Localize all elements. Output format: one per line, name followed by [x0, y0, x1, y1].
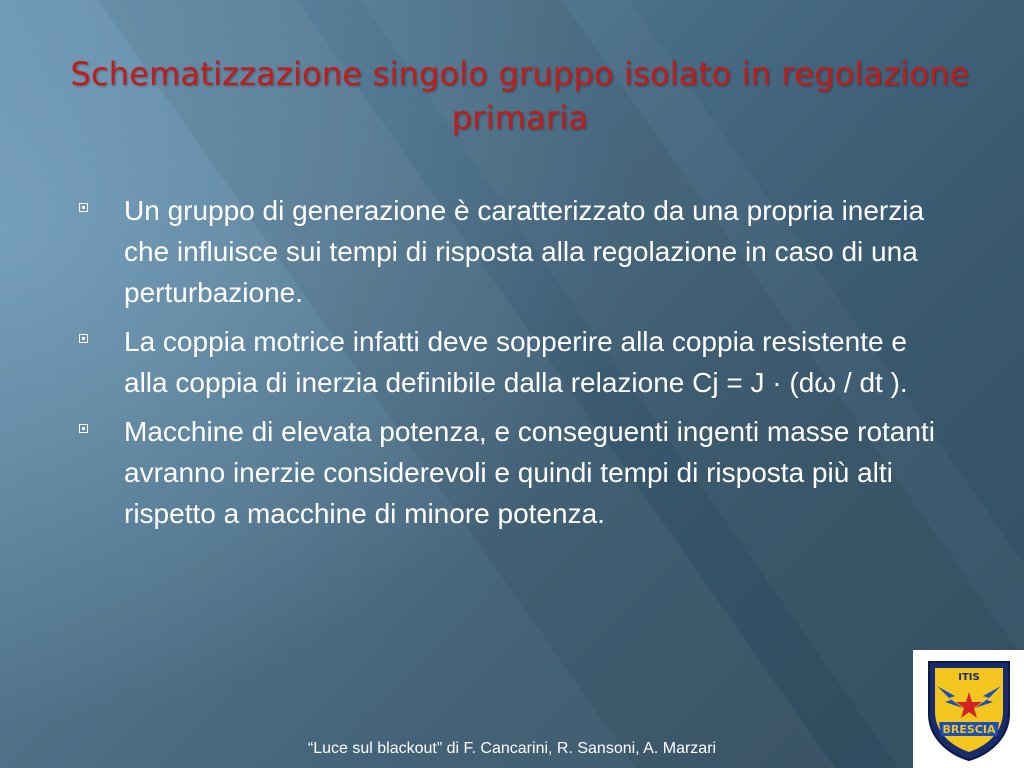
- bullet-item: [76, 411, 956, 534]
- svg-text:ITIS: ITIS: [958, 672, 980, 683]
- bullet-item: [76, 321, 956, 403]
- square-bullet-icon: [79, 424, 88, 433]
- logo: [913, 650, 1024, 768]
- square-bullet-icon: [79, 203, 88, 212]
- bullet-item: [76, 190, 956, 313]
- bullet-text: Un gruppo di generazione è caratterizzato da una propria inerzia che influisce sui tempi di risposta alla regolazione in caso di una perturbazione.: [124, 195, 925, 308]
- bullet-list: [76, 190, 956, 542]
- bullet-text: Macchine di elevata potenza, e conseguenti ingenti masse rotanti avranno inerzie considerevoli e quindi tempi di risposta più alti rispetto a macchine di minore potenza.: [124, 416, 935, 529]
- slide-title: Schematizzazione singolo gruppo isolato in regolazione primaria: [70, 55, 970, 137]
- svg-text:BRESCIA: BRESCIA: [942, 723, 996, 736]
- bullet-text: La coppia motrice infatti deve sopperire alla coppia resistente e alla coppia di inerzia definibile dalla relazione Cj = J · (dω / dt ).: [124, 326, 908, 398]
- school-crest-icon: [925, 656, 1013, 762]
- square-bullet-icon: [79, 334, 88, 343]
- footer-credit: “Luce sul blackout” di F. Cancarini, R. Sansoni, A. Marzari: [307, 740, 717, 757]
